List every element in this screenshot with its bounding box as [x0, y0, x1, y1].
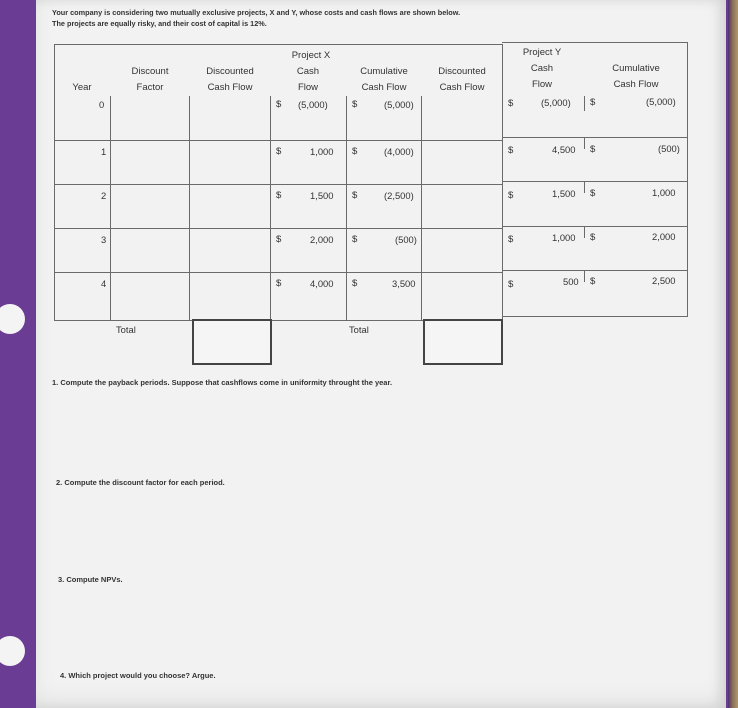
cumulative-cell: 1,000 [652, 187, 676, 198]
currency-symbol: $ [590, 97, 596, 108]
currency-symbol: $ [352, 278, 358, 289]
currency-symbol: $ [352, 146, 358, 157]
currency-symbol: $ [508, 279, 514, 290]
cumulative-cell: (5,000) [384, 99, 414, 110]
question-3: 3. Compute NPVs. [58, 575, 123, 584]
currency-symbol: $ [508, 234, 514, 245]
year-cell: 3 [101, 234, 107, 245]
question-4: 4. Which project would you choose? Argue. [60, 671, 216, 680]
header-cash: Cash [296, 66, 320, 77]
intro-line-2: The projects are equally risky, and their cost of capital is 12%. [52, 19, 267, 28]
cash-flow-cell: 1,000 [310, 146, 334, 157]
year-cell: 2 [101, 190, 107, 201]
cumulative-cell: (500) [658, 143, 680, 154]
header-cash-y: Cash [530, 63, 554, 74]
header-year: Year [72, 82, 92, 93]
cumulative-cell: (5,000) [646, 96, 676, 107]
cash-flow-cell: (5,000) [298, 99, 328, 110]
cash-flow-cell: 1,500 [552, 188, 576, 199]
total-label: Total [349, 324, 369, 335]
cumulative-cell: 2,000 [652, 231, 676, 242]
worksheet-page [36, 0, 726, 708]
cash-flow-cell: 4,000 [310, 278, 334, 289]
header-cumulative: Cumulative [360, 66, 408, 77]
currency-symbol: $ [508, 98, 514, 109]
cash-flow-cell: 1,000 [552, 232, 576, 243]
cumulative-cell: 3,500 [392, 278, 416, 289]
currency-symbol: $ [590, 144, 596, 155]
binder-hole [0, 636, 25, 666]
header-flow: Flow [297, 82, 319, 93]
currency-symbol: $ [590, 232, 596, 243]
background-edge [728, 0, 738, 708]
cumulative-cell: (4,000) [384, 146, 414, 157]
project-x-title: Project X [291, 50, 331, 61]
year-cell: 0 [99, 99, 105, 110]
cash-flow-cell: (5,000) [541, 97, 571, 108]
intro-line-1: Your company is considering two mutually exclusive projects, X and Y, whose costs and cash flows are shown below. [52, 8, 461, 17]
currency-symbol: $ [276, 146, 282, 157]
header-cumulative-y: Cumulative [612, 63, 660, 74]
cumulative-cell: (2,500) [384, 190, 414, 201]
total-label: Total [116, 324, 136, 335]
currency-symbol: $ [276, 190, 282, 201]
cash-flow-cell: 500 [563, 276, 579, 287]
cumulative-cell: (500) [395, 234, 417, 245]
currency-symbol: $ [352, 99, 358, 110]
header-cumulative-cash-flow: Cash Flow [361, 82, 407, 93]
project-y-title: Project Y [522, 47, 562, 58]
currency-symbol: $ [276, 99, 282, 110]
year-cell: 1 [101, 146, 107, 157]
currency-symbol: $ [352, 234, 358, 245]
currency-symbol: $ [276, 278, 282, 289]
header-discounted: Discounted [206, 66, 254, 77]
discounted-total-box[interactable] [423, 319, 503, 365]
year-cell: 4 [101, 278, 107, 289]
cash-flow-cell: 2,000 [310, 234, 334, 245]
question-1: 1. Compute the payback periods. Suppose that cashflows come in uniformity throught the year. [52, 378, 393, 387]
cumulative-cell: 2,500 [652, 275, 676, 286]
currency-symbol: $ [508, 145, 514, 156]
header-discounted-cash-flow-x: Cash Flow [439, 82, 485, 93]
currency-symbol: $ [352, 190, 358, 201]
currency-symbol: $ [508, 190, 514, 201]
cash-flow-cell: 4,500 [552, 144, 576, 155]
header-cumulative-cash-flow-y: Cash Flow [613, 79, 659, 90]
header-discounted-x: Discounted [438, 66, 486, 77]
currency-symbol: $ [276, 234, 282, 245]
header-factor: Factor [136, 82, 164, 93]
currency-symbol: $ [590, 276, 596, 287]
currency-symbol: $ [590, 188, 596, 199]
question-2: 2. Compute the discount factor for each period. [56, 478, 225, 487]
binder-hole [0, 304, 25, 334]
header-discount: Discount [131, 66, 169, 77]
header-discounted-cash-flow: Cash Flow [207, 82, 253, 93]
cash-flow-cell: 1,500 [310, 190, 334, 201]
discounted-total-box[interactable] [192, 319, 272, 365]
header-flow-y: Flow [531, 79, 553, 90]
